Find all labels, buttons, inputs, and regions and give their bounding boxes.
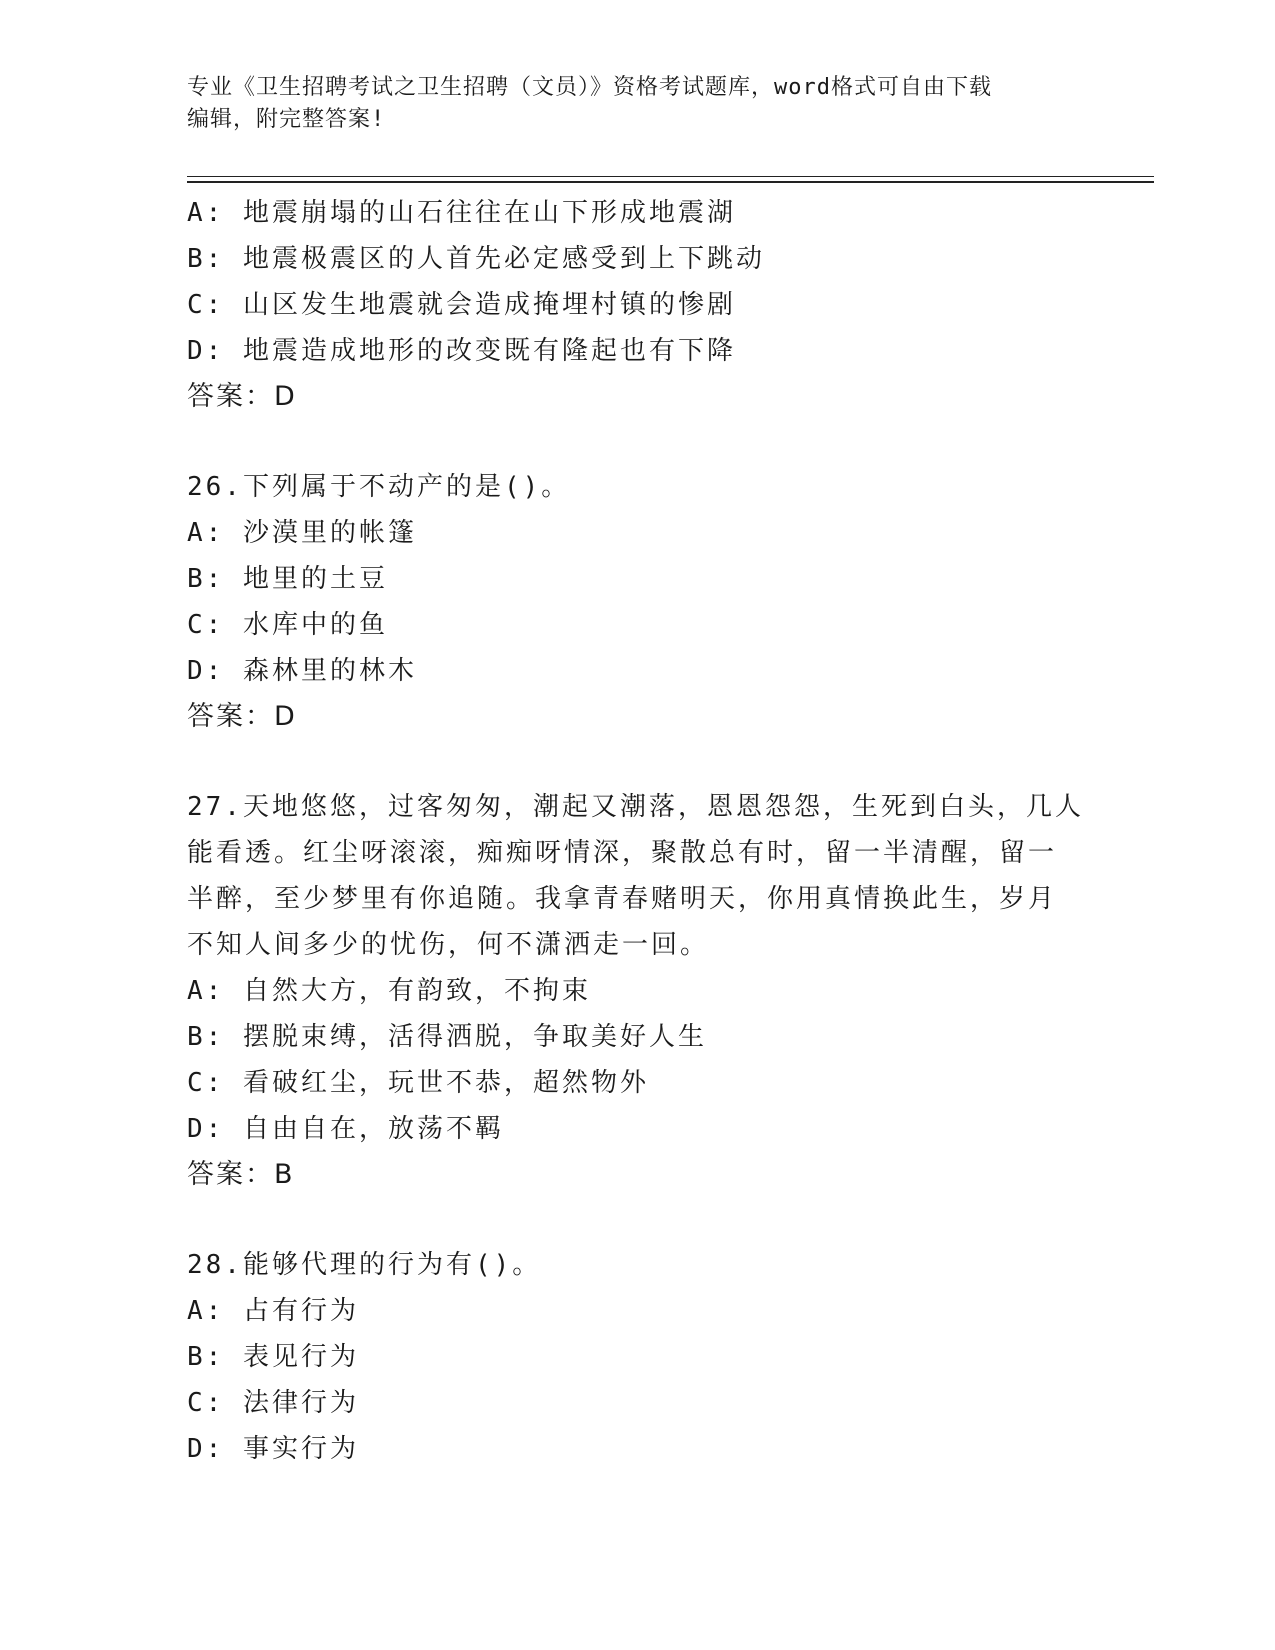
option-a: A: 自然大方，有韵致，不拘束 [187, 976, 591, 1006]
option-b: B: 表见行为 [187, 1342, 359, 1372]
header-line-1: 专业《卫生招聘考试之卫生招聘（文员）》资格考试题库，word格式可自由下载 [187, 75, 992, 100]
question-28 [187, 1242, 1087, 1472]
option-c: C: 法律行为 [187, 1388, 359, 1418]
option-d: D: 事实行为 [187, 1434, 359, 1464]
question-25 [187, 190, 1087, 420]
option-a: A: 地震崩塌的山石往往在山下形成地震湖 [187, 198, 736, 228]
question-26 [187, 464, 1087, 740]
answer-line: 答案：D [187, 701, 297, 732]
question-stem-line-2: 能看透。红尘呀滚滚，痴痴呀情深，聚散总有时，留一半清醒，留一 [187, 838, 1058, 868]
option-b: B: 地震极震区的人首先必定感受到上下跳动 [187, 244, 765, 274]
option-c: C: 山区发生地震就会造成掩埋村镇的惨剧 [187, 290, 736, 320]
header-divider-thin [187, 176, 1154, 177]
answer-line: 答案：D [187, 381, 297, 412]
question-stem-line-4: 不知人间多少的忧伤，何不潇洒走一回。 [187, 930, 710, 960]
header-line-2: 编辑，附完整答案! [187, 107, 386, 132]
question-list [187, 190, 1087, 1472]
answer-line: 答案：B [187, 1159, 295, 1190]
header-divider-thick [187, 181, 1154, 183]
question-stem-line-3: 半醉，至少梦里有你追随。我拿青春赌明天，你用真情换此生，岁月 [187, 884, 1058, 914]
option-c: C: 水库中的鱼 [187, 610, 388, 640]
option-d: D: 森林里的林木 [187, 656, 417, 686]
option-a: A: 占有行为 [187, 1296, 359, 1326]
option-b: B: 地里的土豆 [187, 564, 388, 594]
option-b: B: 摆脱束缚，活得洒脱，争取美好人生 [187, 1022, 707, 1052]
option-d: D: 自由自在，放荡不羁 [187, 1114, 504, 1144]
question-stem: 28.能够代理的行为有()。 [187, 1250, 542, 1280]
question-stem-line-1: 27.天地悠悠，过客匆匆，潮起又潮落，恩恩怨怨，生死到白头，几人 [187, 792, 1084, 822]
question-27 [187, 784, 1087, 1198]
document-header [187, 72, 1087, 136]
option-a: A: 沙漠里的帐篷 [187, 518, 417, 548]
option-d: D: 地震造成地形的改变既有隆起也有下降 [187, 336, 736, 366]
question-stem: 26.下列属于不动产的是()。 [187, 472, 571, 502]
option-c: C: 看破红尘，玩世不恭，超然物外 [187, 1068, 649, 1098]
